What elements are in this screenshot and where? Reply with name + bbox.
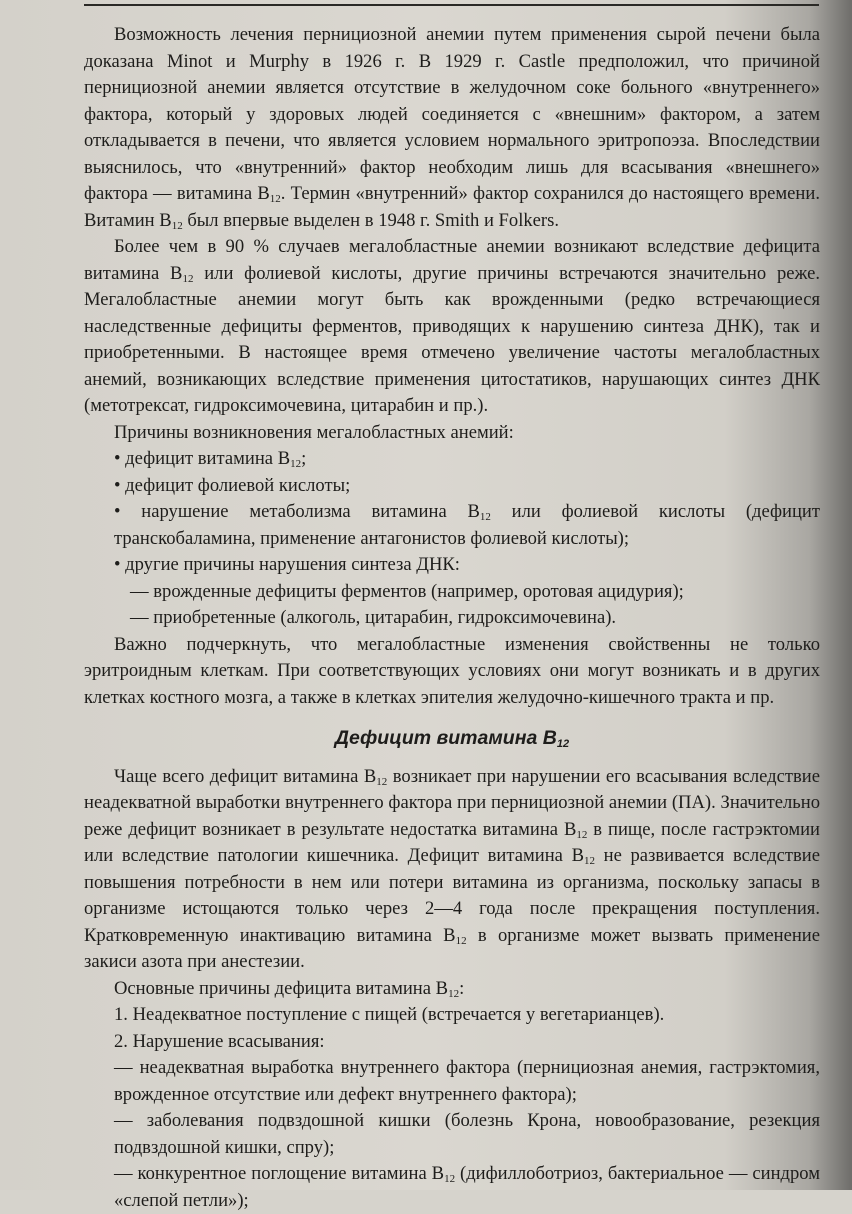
numbered-item-1: 1. Неадекватное поступление с пищей (встречается у вегетарианцев). (114, 1004, 665, 1025)
paragraph-causes-overview: Более чем в 90 % случаев мегалобластные анемии возникают вследствие дефицита витамина $B_{12}$ или фолиевой кислоты, другие причины встречаются значительно реже. Мегалобластные анемии могут быть как врожденными (редко встречающиеся наследственные дефициты ферментов, приводящих к нарушению синтеза ДНК), так и приобретенными. В настоящее время отмечено увеличение частоты мегалобластных анемий, возникающих вследствие применения цитостатиков, нарушающих синтез ДНК (метотрексат, гидроксимочевина, цитарабин и пр.). (84, 236, 821, 416)
paragraph-causes-intro: Причины возникновения мегалобластных анемий: (114, 421, 514, 443)
text-column (84, 22, 820, 1214)
paragraph-main-causes: Основные причины дефицита витамина $B_{12}$: (114, 977, 465, 1000)
bullet-b12-deficit: • дефицит витамина $B_{12}$; (114, 448, 307, 470)
numbered-item-2: 2. Нарушение всасывания: (114, 1030, 325, 1052)
bullet-metabolism: • нарушение метаболизма витамина $B_{12}$ или фолиевой кислоты (дефицит транскобаламина, применение антагонистов фолиевой кислоты); (114, 501, 820, 549)
subitem-acquired: — приобретенные (алкоголь, цитарабин, гидроксимочевина). (130, 607, 617, 628)
subitem-ileum: — заболевания подвздошной кишки (болезнь Крона, новообразование, резекция подвздошной кишки, спру); (114, 1110, 820, 1158)
header-rule (84, 4, 819, 6)
bullet-dna-synthesis: • другие причины нарушения синтеза ДНК: (114, 554, 460, 575)
subitem-competitive-uptake: — конкурентное поглощение витамина $B_{12}$ (дифиллоботриоз, бактериальное — синдром «слепой петли»); (114, 1163, 820, 1211)
paragraph-b12-deficit: Чаще всего дефицит витамина $B_{12}$ возникает при нарушении его всасывания вследствие неадекватной выработки внутреннего фактора при пернициозной анемии (ПА). Значительно реже дефицит возникает в результате недостатка витамина $B_{12}$ в пище, после гастрэктомии или вследствие патологии кишечника. Дефицит витамина $B_{12}$ не развивается вследствие повышения потребности в нем или потери витамина из организма, поскольку запасы в организме истощаются только через 2—4 года после прекращения поступления. Кратковременную инактивацию витамина $B_{12}$ в организме может вызвать применение закиси азота при анестезии. (84, 765, 820, 972)
paragraph-other-cells: Важно подчеркнуть, что мегалобластные изменения свойственны не только эритроидным клеткам. При соответствующих условиях они могут возникать и в других клетках костного мозга, а также в клетках эпителия желудочно-кишечного тракта и пр. (84, 633, 820, 708)
bullet-folate-deficit: • дефицит фолиевой кислоты; (114, 474, 351, 496)
subitem-congenital: — врожденные дефициты ферментов (например, оротовая ацидурия); (130, 580, 684, 602)
subitem-intrinsic-factor: — неадекватная выработка внутреннего фактора (пернициозная анемия, гастрэктомия, врожденное отсутствие или дефект внутреннего фактора); (114, 1057, 820, 1105)
section-heading: Дефицит витамина $B_{12}$ (334, 727, 570, 750)
paragraph-history: Возможность лечения пернициозной анемии путем применения сырой печени была доказана Minot и Murphy в 1926 г. В 1929 г. Castle предположил, что причиной пернициозной анемии является отсутствие в желудочном соке больного «внутреннего» фактора, который у здоровых людей соединяется с «внешним» фактором, а затем откладывается в печени, что является условием нормального эритропоэза. Впоследствии выяснилось, что «внутренний» фактор необходим лишь для всасывания «внешнего» фактора — витамина $B_{12}$. Термин «внутренний» фактор сохранился до настоящего времени. Витамин $B_{12}$ был впервые выделен в 1948 г. Smith и Folkers. (84, 24, 820, 232)
